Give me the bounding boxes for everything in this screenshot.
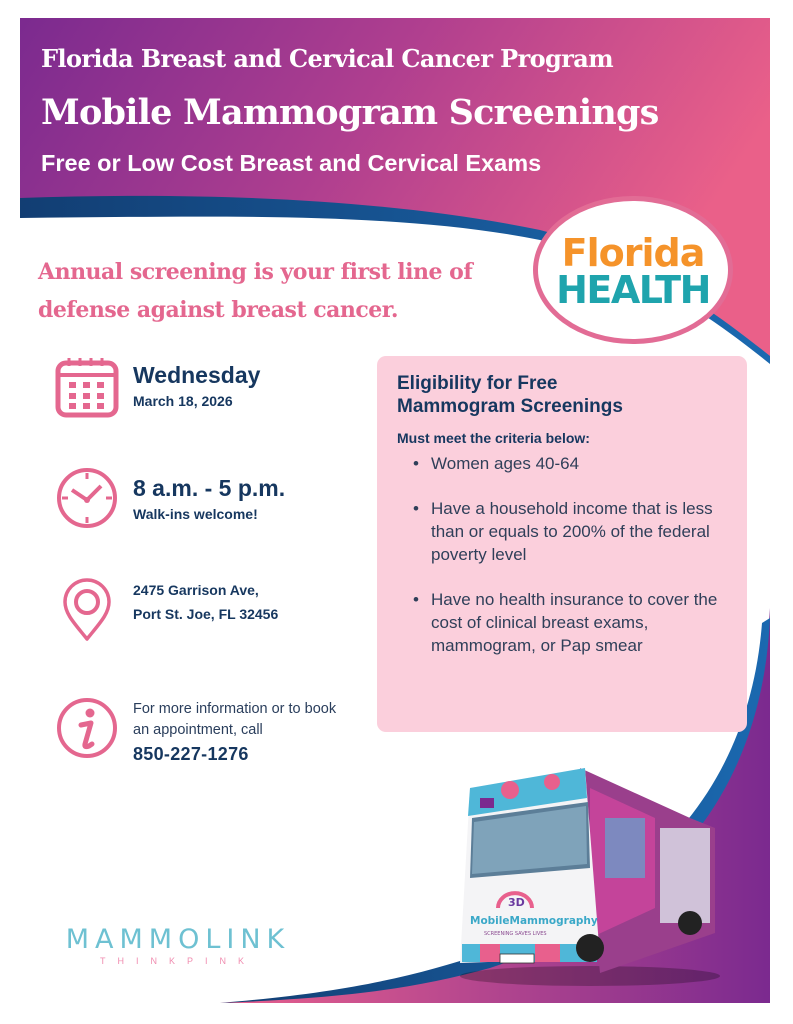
florida-health-logo (533, 196, 733, 344)
logo-line-florida: Florida (561, 231, 705, 275)
flyer (20, 18, 770, 1003)
eligibility-title-line-2: Mammogram Screenings (397, 396, 623, 417)
bus-brand-text: MobileMammography (470, 915, 598, 927)
criteria-intro: Must meet the criteria below: (397, 430, 590, 446)
eligibility-title (397, 372, 727, 418)
bus-badge-text: 3D (508, 896, 525, 909)
page-title: Mobile Mammogram Screenings (41, 92, 659, 133)
eligibility-title-line-1: Eligibility for Free (397, 373, 558, 394)
contact-text-1: For more information or to book (133, 701, 337, 717)
criteria-text: Have no health insurance to cover the cost of clinical breast exams, mammogram, or Pap smear (431, 590, 718, 655)
address-line-2: Port St. Joe, FL 32456 (133, 606, 279, 622)
event-hours: 8 a.m. - 5 p.m. (133, 475, 286, 501)
eligibility-panel (377, 356, 747, 732)
phone-number[interactable]: 850-227-1276 (133, 744, 249, 764)
program-name: Florida Breast and Cervical Cancer Program (41, 44, 614, 73)
calendar-icon (55, 355, 119, 419)
criteria-text: Women ages 40-64 (431, 454, 580, 473)
bus-slogan-text: SCREENING SAVES LIVES (484, 931, 547, 937)
criteria-list (397, 452, 727, 657)
info-icon (55, 696, 119, 760)
bullet: • (413, 499, 419, 518)
contact-text-2: an appointment, call (133, 722, 263, 738)
clock-icon (55, 466, 119, 530)
criteria-item (413, 497, 727, 566)
criteria-text: Have a household income that is less than or equals to 200% of the federal poverty level (431, 499, 713, 564)
mobile-mammography-bus-image (440, 758, 720, 988)
criteria-item (413, 452, 727, 475)
bullet: • (413, 454, 419, 473)
criteria-item (413, 588, 727, 657)
map-pin-icon (55, 578, 119, 642)
page-subtitle: Free or Low Cost Breast and Cervical Exams (41, 150, 542, 176)
address-line-1: 2475 Garrison Ave, (133, 582, 259, 598)
tagline: Annual screening is your first line of defense against breast cancer. (38, 259, 473, 323)
mammolink-logo (58, 926, 298, 966)
event-day: Wednesday (133, 362, 261, 388)
mammolink-slogan: THINKPINK (99, 956, 256, 966)
event-date: March 18, 2026 (133, 393, 233, 409)
event-hours-note: Walk-ins welcome! (133, 506, 258, 522)
mammolink-name: MAMMOLINK (65, 924, 291, 955)
logo-line-health: HEALTH (556, 268, 710, 312)
bullet: • (413, 590, 419, 609)
